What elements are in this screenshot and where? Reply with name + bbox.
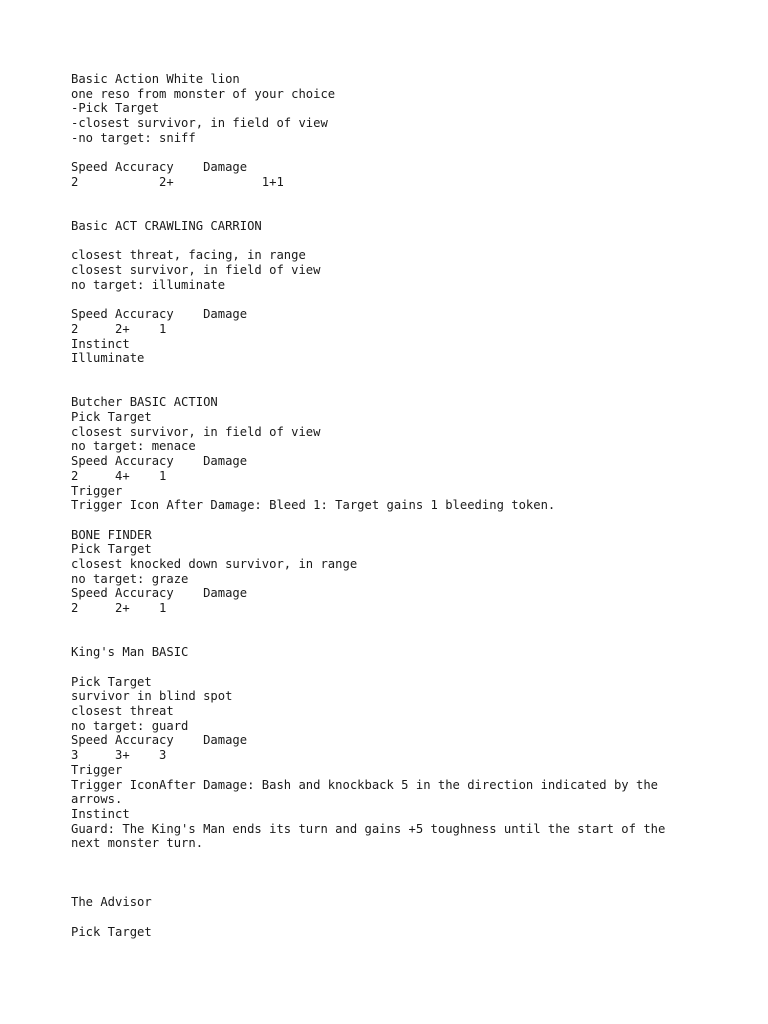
blank-line xyxy=(71,366,711,381)
text-line: arrows. xyxy=(71,792,123,807)
text-line: BONE FINDER xyxy=(71,527,152,542)
blank-line xyxy=(71,660,711,675)
blank-line xyxy=(71,292,711,307)
text-line: Trigger Icon After Damage: Bleed 1: Target gains 1 bleeding token. xyxy=(71,498,556,513)
text-line: 2 2+ 1+1 xyxy=(71,174,284,189)
text-line: no target: guard xyxy=(71,718,189,733)
text-line: survivor in blind spot xyxy=(71,689,233,704)
text-line: Speed Accuracy Damage xyxy=(71,733,248,748)
text-line: Basic Action White lion xyxy=(71,72,240,86)
text-line: -Pick Target xyxy=(71,101,160,116)
text-line: Trigger xyxy=(71,762,123,777)
text-line: 2 2+ 1 xyxy=(71,601,167,616)
blank-line xyxy=(71,910,711,925)
blank-line xyxy=(71,631,711,646)
text-line: Speed Accuracy Damage xyxy=(71,454,248,469)
text-line: Speed Accuracy Damage xyxy=(71,160,248,175)
text-line: closest threat xyxy=(71,704,174,719)
text-line: closest knocked down survivor, in range xyxy=(71,557,358,572)
text-line: 2 2+ 1 xyxy=(71,321,167,336)
blank-line xyxy=(71,146,711,161)
text-line: Illuminate xyxy=(71,351,145,366)
blank-line xyxy=(71,234,711,249)
text-line: King's Man BASIC xyxy=(71,645,189,660)
text-line: Pick Target xyxy=(71,674,152,689)
text-line: Speed Accuracy Damage xyxy=(71,307,248,322)
blank-line xyxy=(71,851,711,866)
text-line: -no target: sniff xyxy=(71,130,196,145)
text-line: Butcher BASIC ACTION xyxy=(71,395,218,410)
blank-line xyxy=(71,866,711,881)
text-line: Trigger xyxy=(71,483,123,498)
text-line: no target: illuminate xyxy=(71,277,226,292)
text-line: closest survivor, in field of view xyxy=(71,424,321,439)
text-line: Guard: The King's Man ends its turn and gains +5 toughness until the start of the xyxy=(71,821,666,836)
text-line: Instinct xyxy=(71,806,130,821)
text-line: Pick Target xyxy=(71,924,152,939)
text-line: Speed Accuracy Damage xyxy=(71,586,248,601)
document-body xyxy=(71,72,711,939)
text-line: no target: menace xyxy=(71,439,196,454)
text-line: no target: graze xyxy=(71,571,189,586)
text-line: one reso from monster of your choice xyxy=(71,86,336,101)
blank-line xyxy=(71,190,711,205)
blank-line xyxy=(71,616,711,631)
blank-line xyxy=(71,513,711,528)
text-line: 3 3+ 3 xyxy=(71,748,167,763)
text-line: Pick Target xyxy=(71,542,152,557)
blank-line xyxy=(71,204,711,219)
text-line: The Advisor xyxy=(71,895,152,910)
blank-line xyxy=(71,880,711,895)
text-line: Trigger IconAfter Damage: Bash and knockback 5 in the direction indicated by the xyxy=(71,777,658,792)
text-line: closest survivor, in field of view xyxy=(71,263,321,278)
text-line: next monster turn. xyxy=(71,836,204,851)
text-line: Instinct xyxy=(71,336,130,351)
text-line: -closest survivor, in field of view xyxy=(71,116,328,131)
text-line: Pick Target xyxy=(71,410,152,425)
blank-line xyxy=(71,381,711,396)
text-line: Basic ACT CRAWLING CARRION xyxy=(71,218,262,233)
text-line: closest threat, facing, in range xyxy=(71,248,306,263)
text-line: 2 4+ 1 xyxy=(71,468,167,483)
